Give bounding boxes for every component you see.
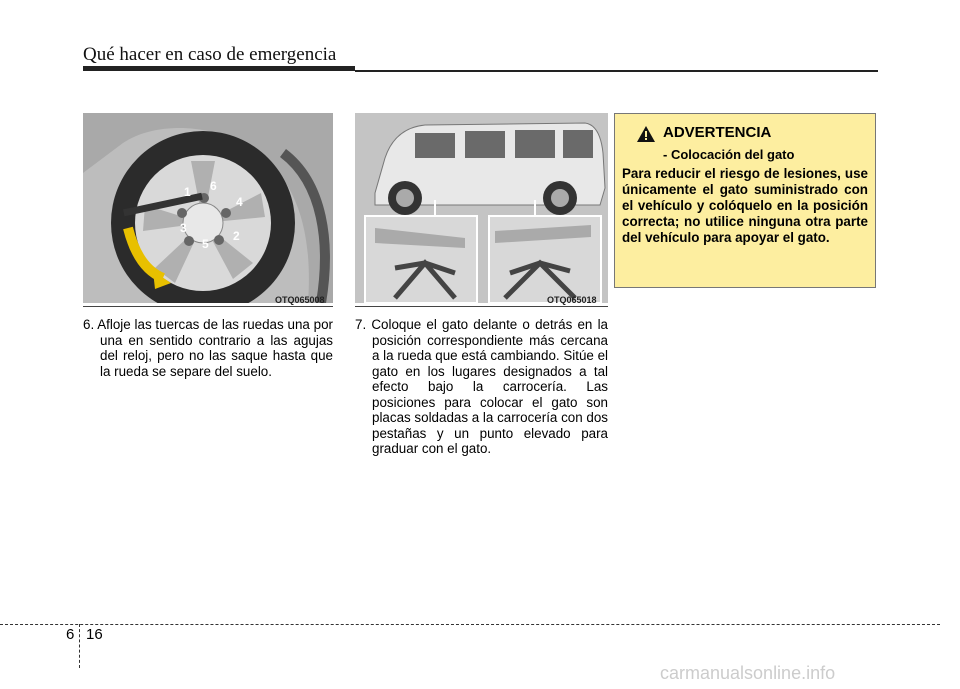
warning-box xyxy=(614,113,876,288)
footer-dashed-rule xyxy=(0,624,940,625)
warning-triangle-icon xyxy=(637,126,655,142)
header-rule-thin xyxy=(355,70,878,72)
warning-subtitle: - Colocación del gato xyxy=(663,147,795,162)
nut-label-3: 3 xyxy=(180,221,187,235)
page-section-number: 6 xyxy=(66,626,75,643)
nut-label-5: 5 xyxy=(202,237,209,251)
figure-underline-2 xyxy=(355,306,608,307)
warning-title: ADVERTENCIA xyxy=(663,124,772,141)
nut-label-4: 4 xyxy=(236,195,243,209)
nut-label-1: 1 xyxy=(184,185,191,199)
figure-underline-1 xyxy=(83,306,333,307)
step-7-text xyxy=(355,317,608,457)
footer-vertical-dashed-rule xyxy=(79,624,80,668)
step-7-paragraph: 7. Coloque el gato delante o detrás en la posición correspondiente más cercana a la rueda que está cambiando. Sitúe el gato en los lugares designados a tal efecto bajo la carrocería. Las posiciones para colocar el gato son placas soldadas a la carrocería con dos pestañas y un punto elevado para graduar con el gato. xyxy=(355,317,608,456)
header-rule-thick xyxy=(83,66,355,71)
nut-label-6: 6 xyxy=(210,179,217,193)
figure-code-1: OTQ065008 xyxy=(275,295,325,305)
figure-wheel-illustration xyxy=(83,113,333,303)
site-watermark: carmanualsonline.info xyxy=(660,663,836,683)
figure-jack-points-illustration xyxy=(355,113,608,303)
warning-body: Para reducir el riesgo de lesiones, use únicamente el gato suministrado con el vehículo y colóquelo en la posición correcta; no utilice ninguna otra parte del vehículo para apoyar el gato. xyxy=(622,166,868,245)
page-header-title: Qué hacer en caso de emergencia xyxy=(83,44,337,65)
page-number: 16 xyxy=(86,626,103,643)
figure-code-2: OTQ065018 xyxy=(547,295,597,305)
step-6-text xyxy=(83,317,333,379)
nut-label-2: 2 xyxy=(233,229,240,243)
step-6-paragraph: 6. Afloje las tuercas de las ruedas una por una en sentido contrario a las agujas del reloj, pero no las saque hasta que la rueda se separe del suelo. xyxy=(83,317,333,379)
